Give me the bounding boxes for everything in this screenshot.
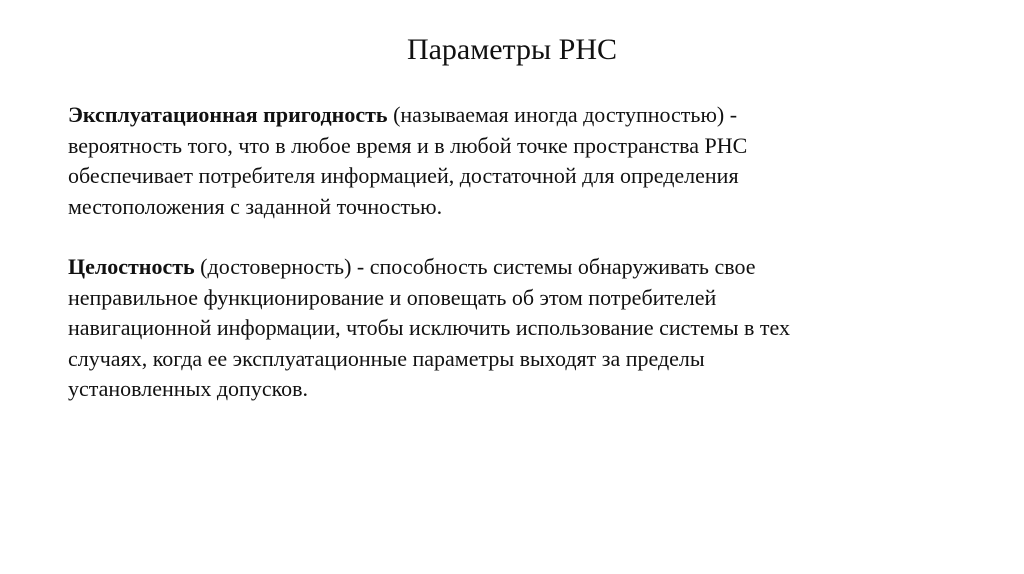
paragraph-line: установленных допусков. <box>68 376 309 401</box>
paragraph-line <box>68 252 948 283</box>
paragraph-integrity <box>68 252 948 405</box>
term-integrity: Целостность <box>68 254 195 279</box>
paragraph-line: случаях, когда ее эксплуатационные параметры выходят за пределы <box>68 345 705 371</box>
paragraph-line: вероятность того, что в любое время и в любой точке пространства РНС <box>68 132 748 158</box>
slide-title: Параметры РНС <box>406 33 618 66</box>
paragraph-line <box>68 100 948 131</box>
paragraph-availability <box>68 100 948 222</box>
paragraph-line: неправильное функционирование и оповещать об этом потребителей <box>68 284 717 310</box>
paragraph-line: обеспечивает потребителя информацией, достаточной для определения <box>68 163 739 188</box>
term-availability-definition-start: (называемая иногда доступностью) - <box>387 102 738 127</box>
paragraph-line: местоположения с заданной точностью. <box>68 193 443 219</box>
paragraph-line: навигационной информации, чтобы исключить использование системы в тех <box>68 315 790 340</box>
term-integrity-definition-start: (достоверность) - способность системы обнаруживать свое <box>194 254 756 279</box>
term-availability: Эксплуатационная пригодность <box>68 102 388 127</box>
